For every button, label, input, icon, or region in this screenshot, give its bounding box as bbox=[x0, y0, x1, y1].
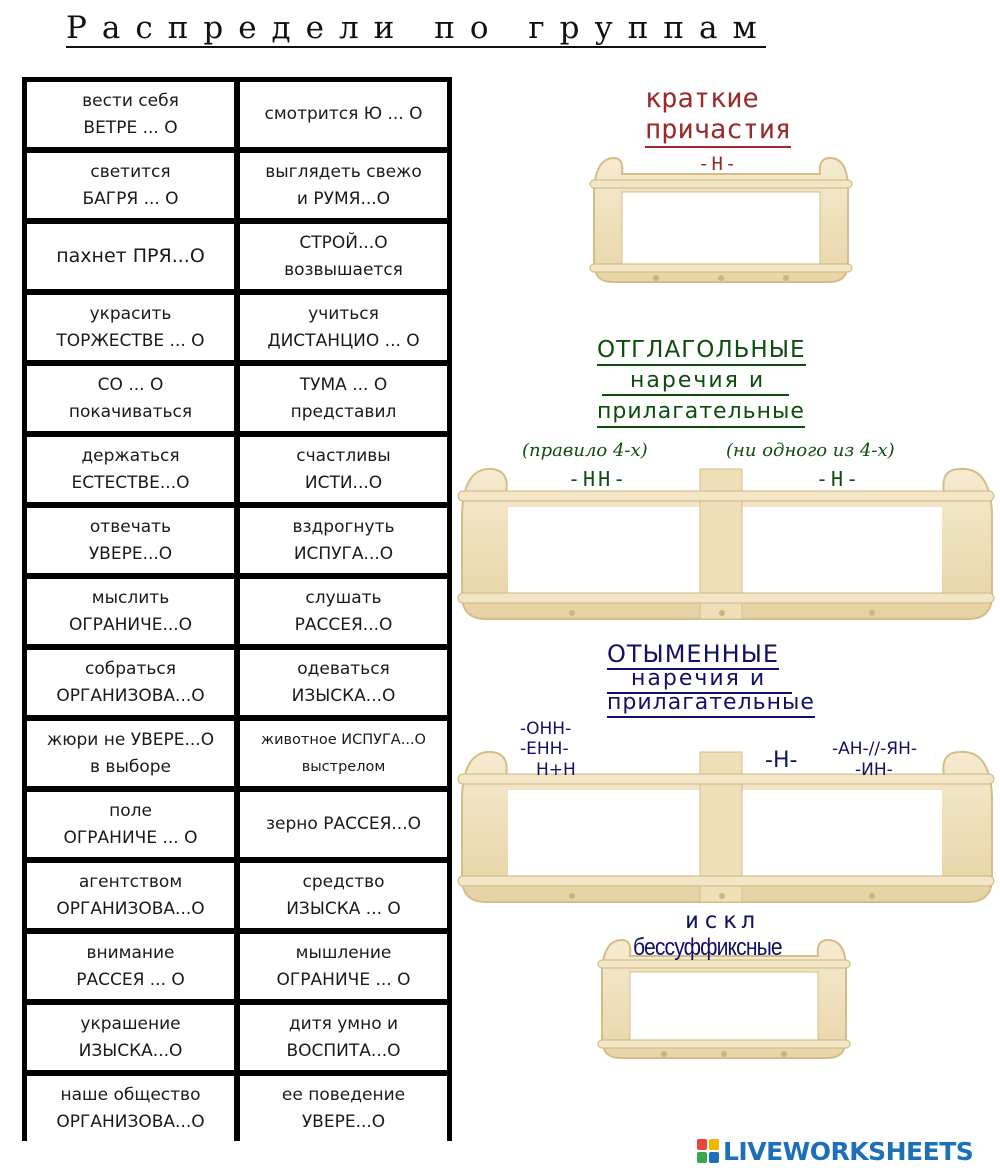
brand-name: LIVEWORKSHEETS bbox=[723, 1136, 974, 1166]
verbal-left-note: (правило 4-х) bbox=[522, 440, 648, 461]
word-card-line: ОРГАНИЗОВА...О bbox=[56, 1111, 205, 1132]
word-card-line: УВЕРЕ...О bbox=[88, 543, 173, 564]
short-participles-title-2: причастия bbox=[645, 114, 791, 148]
drop-zone-verbal-nn[interactable] bbox=[508, 507, 700, 599]
word-card[interactable] bbox=[27, 650, 234, 715]
word-card[interactable] bbox=[27, 224, 234, 289]
drop-zone-verbal-n[interactable] bbox=[742, 507, 942, 599]
verbal-title-2: наречия и bbox=[602, 368, 789, 396]
drop-zone-exceptions[interactable] bbox=[630, 972, 818, 1040]
word-card-line: ОГРАНИЧЕ ... О bbox=[276, 969, 411, 990]
word-card-line: ИЗЫСКА...О bbox=[78, 1040, 183, 1061]
short-participles-suffix: -Н- bbox=[698, 153, 739, 175]
word-card-line: вздрогнуть bbox=[292, 516, 395, 537]
word-card-line: слушать bbox=[305, 587, 382, 608]
word-card-line: ВОСПИТА...О bbox=[286, 1040, 401, 1061]
word-card-line: мыслить bbox=[91, 587, 170, 608]
verbal-title-1: ОТГЛАГОЛЬНЫЕ bbox=[597, 336, 806, 366]
word-card-line: наше общество bbox=[60, 1084, 201, 1105]
card-grid bbox=[22, 77, 452, 1141]
word-card-line: ОРГАНИЗОВА...О bbox=[56, 685, 205, 706]
word-card-line: светится bbox=[90, 161, 171, 182]
word-card[interactable] bbox=[240, 650, 447, 715]
word-card-line: ТОРЖЕСТВЕ ... О bbox=[56, 330, 205, 351]
word-card-line: пахнет ПРЯ...О bbox=[56, 245, 205, 267]
page-title: Распредели по группам bbox=[66, 10, 772, 46]
word-card[interactable] bbox=[27, 1005, 234, 1070]
word-card[interactable] bbox=[240, 82, 447, 147]
word-card[interactable] bbox=[240, 153, 447, 218]
word-card-line: поле bbox=[109, 800, 152, 821]
word-card-line: БАГРЯ ... О bbox=[82, 188, 179, 209]
word-card-line: выстрелом bbox=[301, 758, 386, 775]
word-card[interactable] bbox=[27, 579, 234, 644]
word-card-line: ДИСТАНЦИО ... О bbox=[267, 330, 420, 351]
word-card-line: мышление bbox=[295, 942, 392, 963]
verbal-right-note: (ни одного из 4-х) bbox=[726, 440, 895, 461]
title-underline bbox=[66, 46, 766, 48]
word-card-line: дитя умно и bbox=[288, 1013, 399, 1034]
word-card[interactable] bbox=[27, 82, 234, 147]
denominal-mid-suffix: -Н- bbox=[765, 748, 798, 773]
word-card[interactable] bbox=[240, 579, 447, 644]
word-card-line: смотрится Ю ... О bbox=[264, 104, 423, 124]
word-card[interactable] bbox=[27, 863, 234, 928]
word-card-line: покачиваться bbox=[68, 401, 193, 422]
word-card[interactable] bbox=[27, 508, 234, 573]
word-card-line: СТРОЙ...О bbox=[299, 232, 388, 253]
denominal-title-1: ОТЫМЕННЫЕ bbox=[607, 640, 780, 668]
word-card[interactable] bbox=[240, 792, 447, 857]
short-participles-title-1: краткие bbox=[645, 83, 759, 114]
word-card-line: ее поведение bbox=[281, 1084, 406, 1105]
word-card-line: внимание bbox=[86, 942, 175, 963]
word-card-line: вести себя bbox=[82, 90, 179, 111]
word-card-line: собраться bbox=[85, 658, 176, 679]
drop-zone-short-participles[interactable] bbox=[622, 190, 818, 264]
word-card-line: отвечать bbox=[89, 516, 172, 537]
word-card[interactable] bbox=[240, 437, 447, 502]
denominal-left-suffix-1: -ОНН- bbox=[520, 719, 572, 739]
word-card[interactable] bbox=[27, 295, 234, 360]
word-card[interactable] bbox=[240, 721, 447, 786]
word-card-line: ОГРАНИЧЕ ... О bbox=[63, 827, 198, 848]
word-card[interactable] bbox=[27, 366, 234, 431]
word-card-line: СО ... О bbox=[97, 374, 164, 395]
word-card-line: украсить bbox=[89, 303, 172, 324]
word-card-line: животное ИСПУГА...О bbox=[261, 731, 426, 748]
word-card-line: ОРГАНИЗОВА...О bbox=[56, 898, 205, 919]
brand-logo bbox=[697, 1136, 973, 1166]
word-card-line: РАССЕЯ ... О bbox=[76, 969, 185, 990]
word-card[interactable] bbox=[27, 437, 234, 502]
word-card-line: одеваться bbox=[297, 658, 390, 679]
word-card[interactable] bbox=[27, 792, 234, 857]
word-card-line: ТУМА ... О bbox=[299, 374, 388, 395]
word-card-line: украшение bbox=[80, 1013, 181, 1034]
word-card-line: представил bbox=[290, 401, 397, 422]
verbal-right-suffix: -Н- bbox=[816, 467, 862, 491]
word-card[interactable] bbox=[240, 366, 447, 431]
word-card-line: средство bbox=[302, 871, 385, 892]
word-card-line: агентством bbox=[78, 871, 183, 892]
word-card-line: возвышается bbox=[284, 259, 403, 280]
word-card-line: РАССЕЯ...О bbox=[294, 614, 393, 635]
word-card-line: жюри не УВЕРЕ...О bbox=[46, 729, 215, 750]
brand-icon bbox=[697, 1139, 719, 1163]
word-card[interactable] bbox=[240, 863, 447, 928]
word-card-line: ИЗЫСКА...О bbox=[291, 685, 396, 706]
word-card-line: учиться bbox=[308, 303, 379, 324]
word-card[interactable] bbox=[27, 934, 234, 999]
word-card-line: выглядеть свежо bbox=[265, 161, 422, 182]
word-card-line: ИСТИ...О bbox=[304, 472, 383, 493]
word-card[interactable] bbox=[240, 508, 447, 573]
word-card-line: в выборе bbox=[90, 756, 171, 777]
denominal-right-suffix-1: -АН-//-ЯН- bbox=[832, 739, 917, 759]
word-card-line: ИЗЫСКА ... О bbox=[286, 898, 401, 919]
word-card-line: зерно РАССЕЯ...О bbox=[266, 814, 421, 834]
word-card-line: ОГРАНИЧЕ...О bbox=[68, 614, 193, 635]
word-card[interactable] bbox=[240, 1005, 447, 1070]
word-card[interactable] bbox=[240, 1076, 447, 1141]
word-card[interactable] bbox=[27, 721, 234, 786]
exceptions-title-1: искл bbox=[685, 908, 761, 934]
word-card[interactable] bbox=[27, 1076, 234, 1141]
drop-zone-denominal-n[interactable] bbox=[742, 790, 942, 882]
word-card[interactable] bbox=[27, 153, 234, 218]
denominal-title-2: наречия и bbox=[607, 666, 792, 694]
word-card-line: ЕСТЕСТВЕ...О bbox=[71, 472, 190, 493]
denominal-left-suffix-3: Н+Н bbox=[536, 760, 576, 780]
drop-zone-denominal-nn[interactable] bbox=[508, 790, 700, 882]
verbal-left-suffix: -НН- bbox=[568, 467, 629, 491]
word-card-line: ИСПУГА...О bbox=[293, 543, 394, 564]
word-card-line: и РУМЯ...О bbox=[296, 188, 391, 209]
word-card-line: счастливы bbox=[296, 445, 391, 466]
denominal-left-suffix-2: -ЕНН- bbox=[520, 739, 569, 759]
denominal-right-suffix-2: -ИН- bbox=[855, 760, 893, 780]
denominal-title-3: прилагательные bbox=[607, 690, 815, 718]
word-card-line: держаться bbox=[81, 445, 180, 466]
word-card[interactable] bbox=[240, 934, 447, 999]
word-card-line: ВЕТРЕ ... О bbox=[83, 117, 178, 138]
word-card[interactable] bbox=[240, 224, 447, 289]
word-card-line: УВЕРЕ...О bbox=[301, 1111, 386, 1132]
verbal-title-3: прилагательные bbox=[597, 398, 805, 428]
exceptions-title-2: бессуффиксные bbox=[633, 934, 782, 961]
word-card[interactable] bbox=[240, 295, 447, 360]
